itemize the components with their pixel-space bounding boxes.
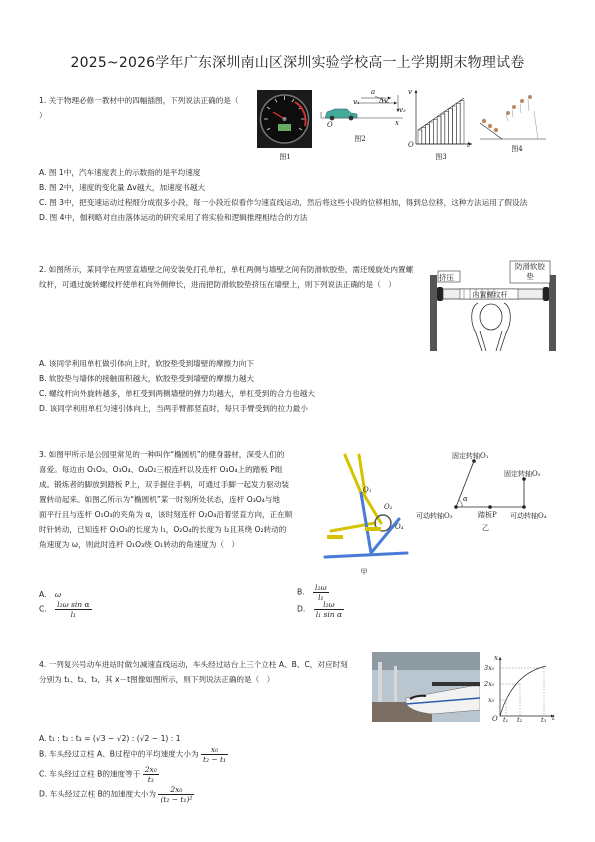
q4-option-a[interactable]: A. t₁ : t₂ : t₃ = (√3 − √2) : (√2 − 1) : 1 <box>39 734 181 743</box>
q4-graph-t3-label: t₃ <box>541 716 547 724</box>
q3-stem-line3: 成。锻炼者的脚放到踏板 P上，双手握住手柄，可通过手脚一起发力驱动装 <box>39 480 289 489</box>
q3-option-b-num: l₂ω <box>315 583 327 592</box>
q4-option-c-den: t₃ <box>147 775 154 784</box>
q2-option-d[interactable]: D. 该同学利用单杠匀速引体向上，当两手臂都竖直时，每只手臂受到的拉力最小 <box>39 404 308 413</box>
q3-option-c-num: l₂ω sin α <box>57 600 90 609</box>
q3-option-d-fraction <box>314 600 344 619</box>
q3-yi-mov3-label: 可动转轴O₃ <box>416 512 453 520</box>
q4-option-b-num: x₀ <box>201 745 228 755</box>
q1-figure-2-car <box>319 88 405 136</box>
q1-fig3-step-bar <box>456 103 460 144</box>
q2-option-b[interactable]: B. 软胶垫与墙体的接触面积越大，软胶垫受到墙壁的摩擦力越大 <box>39 374 255 383</box>
page-title: 2025~2026学年广东深圳南山区深圳实验学校高一上学期期末物理试卷 <box>70 55 525 71</box>
q1-fig2-v2-label: v₂ <box>399 106 406 114</box>
q3-stem-line1: 3. 如图甲所示是公园里常见的一种叫作“椭圆机”的健身器材，深受人们的 <box>39 450 285 459</box>
q2-stem-line2: 纹杆，可通过旋转螺纹杆使单杠向外侧伸长，进而把防滑软胶垫挤压在墙壁上，则下列说法正确的是（ ） <box>39 280 396 289</box>
q3-stem-line4: 置转动起来。如图乙所示为“椭圆机”某一时刻所处状态，连杆 O₃O₄与地 <box>39 495 280 504</box>
q3-fig-yi-caption: 乙 <box>482 524 489 532</box>
q4-option-d-text: D. 车头经过立柱 B的加速度大小为 <box>39 789 157 799</box>
q1-option-a[interactable]: A. 图 1中，汽车速度表上的示数指的是平均速度 <box>39 168 201 177</box>
q2-rod-label: 内置螺纹杆 <box>472 291 508 299</box>
q1-fig3-step-bar <box>430 122 434 144</box>
q1-fig2-x-label: x <box>395 119 399 127</box>
q2-options <box>39 356 559 416</box>
q3-option-c-den: l₁ <box>70 610 77 619</box>
q1-figure-4-inclined-plane <box>478 93 548 141</box>
q4-option-b-fraction <box>201 745 228 764</box>
q1-fig3-origin-label: O <box>408 141 414 149</box>
q1-stem-line2: ） <box>39 111 47 120</box>
q3-option-d-letter: D. <box>297 604 306 614</box>
q1-option-d[interactable]: D. 图 4中，伽利略对自由落体运动的研究采用了将实验和逻辑推理相结合的方法 <box>39 213 308 222</box>
q1-fig4-caption: 图4 <box>511 145 523 153</box>
q1-fig3-step-bar <box>426 125 430 144</box>
q1-fig1-caption: 图1 <box>279 153 291 161</box>
q1-option-b[interactable]: B. 图 2中，速度的变化量 Δv越大，加速度书越大 <box>39 183 206 192</box>
q1-option-c[interactable]: C. 图 3中，把变速运动过程细分成很多小段，每一小段近似看作匀速直线运动，然后将这些小段的位移相加，得到总位移，这种方法运用了假设法 <box>39 198 528 207</box>
q3-figure-yi-schematic <box>416 449 564 545</box>
q3-option-b-letter: B. <box>297 587 305 597</box>
q4-graph-2x0-label: 2x₀ <box>484 680 495 688</box>
q3-option-c-fraction <box>55 600 91 619</box>
q1-figure-1-speedometer <box>257 90 312 148</box>
q2-option-c[interactable]: C. 螺纹杆向外旋转越多，单杠受到两侧墙壁的弹力均越大，单杠受到的合力也越大 <box>39 389 315 398</box>
q3-figure-jia-elliptical-machine <box>315 453 415 565</box>
q3-stem <box>39 447 311 552</box>
q1-fig2-origin-label: O <box>327 121 333 129</box>
q4-stem <box>39 657 369 687</box>
q3-option-a-letter: A. <box>39 590 47 599</box>
q4-option-d-fraction <box>158 785 194 804</box>
q4-option-d-den: (t₂ − t₁)² <box>160 795 193 804</box>
q4-option-b[interactable] <box>39 745 228 764</box>
q1-fig2-v1-label: v₁ <box>353 98 360 106</box>
q3-stem-line7: 角速度为 ω，则此时连杆 O₁O₃绕 O₁转动的角速度为（ ） <box>39 540 240 549</box>
q4-train-photo <box>372 652 480 722</box>
q1-fig3-caption: 图3 <box>435 153 447 161</box>
q3-yi-fixed1-label: 固定转轴O₁ <box>452 452 489 460</box>
q2-figure-pullup-bar <box>430 253 556 351</box>
q4-option-c[interactable] <box>39 765 159 784</box>
q1-fig3-step-bar <box>445 111 449 144</box>
q4-graph-t1-label: t₁ <box>503 716 509 724</box>
q1-stem <box>39 93 249 123</box>
q3-stem-line6: 时针转动，已知连杆 O₁O₃的长度为 l₁，O₂O₄的长度为 l₂且其绕 O₂转动的 <box>39 525 287 534</box>
q3-option-d-num: l₂ω <box>314 600 344 610</box>
q1-stem-line1: 1. 关于物理必修一教材中的四幅插图，下列说法正确的是（ <box>39 96 239 105</box>
q3-option-c[interactable] <box>39 600 92 619</box>
q3-yi-pedal-label: 踏板P <box>478 511 497 519</box>
q3-yi-alpha-label: α <box>463 495 468 503</box>
q2-pad-label: 防滑软胶垫 <box>515 262 545 281</box>
q4-option-d[interactable] <box>39 785 194 804</box>
q4-graph-x0-label: x₀ <box>488 696 495 704</box>
q1-fig3-t-label: t <box>467 141 470 149</box>
q1-fig2-caption: 图2 <box>354 135 366 143</box>
q2-stem <box>39 262 439 292</box>
q1-fig3-step-bar <box>460 101 464 144</box>
q4-xt-graph <box>482 654 558 724</box>
q4-option-b-text: B. 车头经过立柱 A、B过程中的平均速度大小为 <box>39 749 199 759</box>
q4-graph-t-label: t <box>552 714 555 722</box>
q1-fig3-step-bar <box>422 127 426 144</box>
q1-fig3-step-bar <box>453 106 457 144</box>
q3-yi-fixed2-label: 固定转轴O₂ <box>504 470 541 478</box>
q3-jia-o1-label: O₁ <box>363 486 372 494</box>
q4-option-b-den: t₂ − t₁ <box>202 755 227 764</box>
q1-fig3-step-bar <box>441 114 445 144</box>
q3-option-c-letter: C. <box>39 604 47 614</box>
q3-stem-line2: 喜爱。每边由 O₁O₃、O₃O₄、O₄O₂三根连杆以及连杆 O₃O₄上的踏板 P组 <box>39 465 283 474</box>
q1-options <box>39 165 559 225</box>
q3-yi-mov4-label: 可动转轴O₄ <box>510 512 547 520</box>
q3-stem-line5: 面平行且与连杆 O₁O₃的夹角为 α，该时刻连杆 O₂O₄沿着竖直方向，正在顺 <box>39 510 293 519</box>
q3-jia-o4-label: O₄ <box>395 523 404 531</box>
q4-option-c-text: C. 车头经过立柱 B的速度等于 <box>39 769 141 779</box>
q4-option-c-fraction <box>143 765 159 784</box>
q3-option-a-value: ω <box>54 590 62 599</box>
q4-graph-x-label: x <box>494 654 498 662</box>
q3-option-b-den: l₁ <box>318 593 324 602</box>
q3-option-d[interactable] <box>297 600 344 619</box>
q1-fig3-step-bar <box>449 109 453 144</box>
q3-fig-jia-caption: 甲 <box>360 568 368 576</box>
q1-fig3-v-label: v <box>408 88 412 96</box>
q2-option-a[interactable]: A. 该同学利用单杠做引体向上时，软胶垫受到墙壁的摩擦力向下 <box>39 359 254 368</box>
q4-graph-t2-label: t₂ <box>517 716 523 724</box>
q3-option-d-den: l₁ sin α <box>315 610 343 619</box>
q4-option-c-num: 2x₀ <box>144 765 157 774</box>
q4-option-d-num: 2x₀ <box>158 785 194 795</box>
q2-stem-line1: 2. 如图所示，某同学在两竖直墙壁之间安装免打孔单杠，单杠两侧与墙壁之间有防滑软胶垫，需还缓旋处内置螺 <box>39 265 414 274</box>
q4-graph-origin-label: O <box>492 715 498 723</box>
q1-fig2-a-label: a <box>371 88 376 96</box>
q4-graph-3x0-label: 3x₀ <box>484 664 495 672</box>
q4-stem-line2: 分别为 t₁、t₂、t₃，其 x－t图像如图所示，则下列说法正确的是（ ） <box>39 675 275 684</box>
q1-fig3-step-bar <box>418 130 422 144</box>
q1-fig3-step-bar <box>433 119 437 144</box>
q1-fig2-dv-label: Δv <box>379 97 389 105</box>
q4-stem-line1: 4. 一列复兴号动车进站时做匀减速直线运动，车头经过站台上三个立柱 A、B、C，对应时刻 <box>39 660 348 669</box>
q3-jia-o2-label: O₂ <box>384 503 393 511</box>
q1-fig3-step-bar <box>437 117 441 144</box>
q2-squeeze-label: 挤压 <box>439 273 454 282</box>
q1-figure-3-vt-graph <box>408 88 474 150</box>
